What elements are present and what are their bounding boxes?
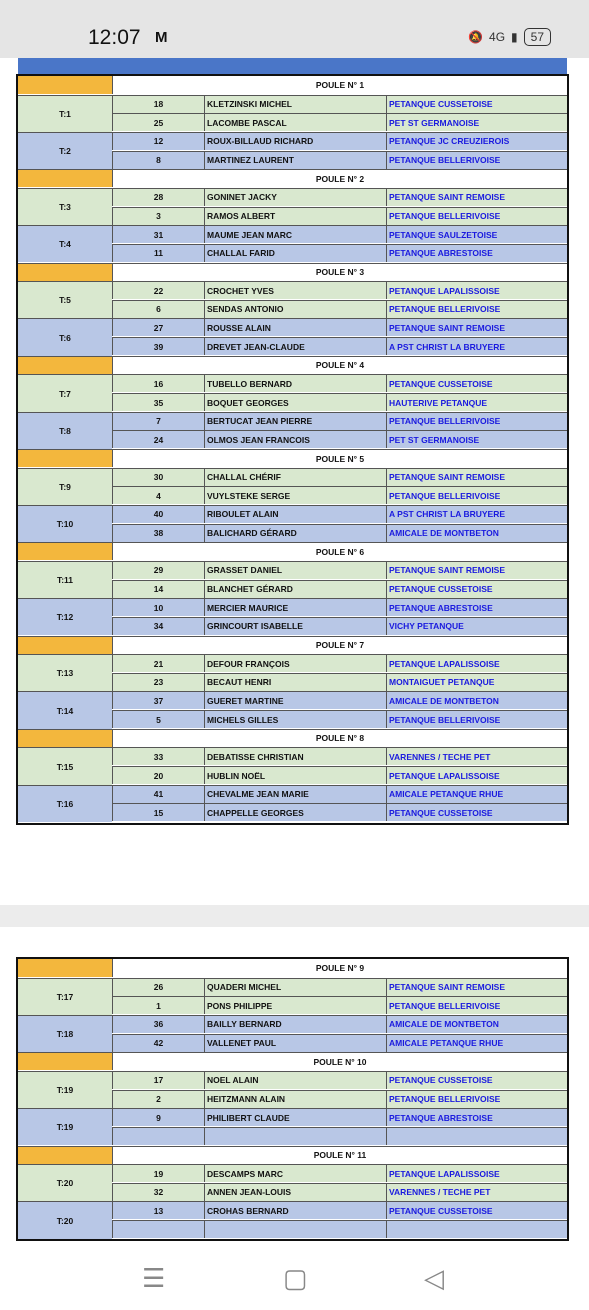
player-club: PETANQUE SAINT REMOISE — [386, 469, 567, 486]
player-club: VICHY PETANQUE — [386, 618, 567, 635]
player-name: RAMOS ALBERT — [204, 208, 386, 225]
player-number: 39 — [112, 338, 204, 355]
player-club: PETANQUE LAPALISSOISE — [386, 1165, 567, 1182]
poule-header-row — [18, 169, 567, 187]
player-number: 24 — [112, 431, 204, 448]
player-club: PETANQUE BELLERIVOISE — [386, 301, 567, 318]
player-name: HEITZMANN ALAIN — [204, 1091, 386, 1108]
team-label: T:1 — [18, 95, 112, 132]
player-number: 32 — [112, 1184, 204, 1201]
menu-icon[interactable]: ☰ — [142, 1263, 166, 1293]
team-label: T:3 — [18, 188, 112, 225]
player-number: 17 — [112, 1072, 204, 1089]
player-number: 2 — [112, 1091, 204, 1108]
player-club: PETANQUE ABRESTOISE — [386, 599, 567, 616]
player-number: 9 — [112, 1109, 204, 1126]
player-name: MAUME JEAN MARC — [204, 226, 386, 243]
player-number: 14 — [112, 581, 204, 598]
player-name: ANNEN JEAN-LOUIS — [204, 1184, 386, 1201]
player-number: 35 — [112, 394, 204, 411]
poule-title: POULE N° 3 — [112, 264, 567, 281]
player-name: BERTUCAT JEAN PIERRE — [204, 413, 386, 430]
poule-title: POULE N° 6 — [112, 543, 567, 560]
player-number: 16 — [112, 375, 204, 392]
player-number: 18 — [112, 96, 204, 113]
player-club: PETANQUE CUSSETOISE — [386, 1202, 567, 1219]
player-name: MICHELS GILLES — [204, 711, 386, 728]
team-label: T:5 — [18, 281, 112, 318]
poule-header-row — [18, 1052, 567, 1070]
poule-marker — [18, 730, 112, 747]
player-number: 40 — [112, 506, 204, 523]
poule-marker — [18, 450, 112, 467]
carrier-icon: M — [155, 29, 168, 46]
player-number: 31 — [112, 226, 204, 243]
player-name: CHEVALME JEAN MARIE — [204, 786, 386, 803]
team-label: T:20 — [18, 1201, 112, 1238]
player-name: PHILIBERT CLAUDE — [204, 1109, 386, 1126]
team-label: T:15 — [18, 747, 112, 784]
player-number: 21 — [112, 655, 204, 672]
player-number: 12 — [112, 133, 204, 150]
player-name: DESCAMPS MARC — [204, 1165, 386, 1182]
player-club: PETANQUE BELLERIVOISE — [386, 413, 567, 430]
player-club: PETANQUE SAINT REMOISE — [386, 189, 567, 206]
player-number: 23 — [112, 674, 204, 691]
player-number: 3 — [112, 208, 204, 225]
player-club: AMICALE DE MONTBETON — [386, 525, 567, 542]
team-label: T:8 — [18, 412, 112, 449]
status-bar — [0, 0, 589, 58]
poule-marker — [18, 1147, 112, 1164]
poule-marker — [18, 264, 112, 281]
player-club: PETANQUE BELLERIVOISE — [386, 997, 567, 1014]
team-label: T:12 — [18, 598, 112, 635]
nav-bar — [0, 1245, 589, 1310]
player-number: 20 — [112, 767, 204, 784]
player-name: CROCHET YVES — [204, 282, 386, 299]
player-name: NOEL ALAIN — [204, 1072, 386, 1089]
poule-header-row — [18, 959, 567, 977]
player-number: 36 — [112, 1016, 204, 1033]
player-number: 28 — [112, 189, 204, 206]
poule-table-2 — [16, 957, 569, 1241]
player-club: PETANQUE CUSSETOISE — [386, 581, 567, 598]
player-number: 13 — [112, 1202, 204, 1219]
player-club: PETANQUE LAPALISSOISE — [386, 767, 567, 784]
status-icons — [468, 28, 551, 46]
player-club: AMICALE PETANQUE RHUE — [386, 1035, 567, 1052]
player-number: 42 — [112, 1035, 204, 1052]
sheet-header-strip — [18, 58, 567, 75]
poule-header-row — [18, 76, 567, 94]
player-name: QUADERI MICHEL — [204, 979, 386, 996]
player-name: BLANCHET GÉRARD — [204, 581, 386, 598]
player-name: BOQUET GEORGES — [204, 394, 386, 411]
poule-header-row — [18, 1146, 567, 1164]
team-label: T:10 — [18, 505, 112, 542]
player-name: GRASSET DANIEL — [204, 562, 386, 579]
poule-title: POULE N° 11 — [112, 1147, 567, 1164]
mute-icon: 🔕 — [468, 30, 484, 44]
poule-marker — [18, 637, 112, 654]
team-label: T:4 — [18, 225, 112, 262]
team-label: T:20 — [18, 1164, 112, 1201]
player-club: PETANQUE SAINT REMOISE — [386, 979, 567, 996]
player-club: HAUTERIVE PETANQUE — [386, 394, 567, 411]
player-name: GONINET JACKY — [204, 189, 386, 206]
poule-marker — [18, 1053, 112, 1070]
player-name: ROUSSE ALAIN — [204, 319, 386, 336]
team-label: T:14 — [18, 691, 112, 728]
team-label: T:9 — [18, 468, 112, 505]
team-label: T:19 — [18, 1108, 112, 1145]
player-number: 6 — [112, 301, 204, 318]
player-number: 1 — [112, 997, 204, 1014]
poule-table-1 — [16, 74, 569, 825]
player-name: MARTINEZ LAURENT — [204, 152, 386, 169]
player-name: DREVET JEAN-CLAUDE — [204, 338, 386, 355]
player-name: SENDAS ANTONIO — [204, 301, 386, 318]
player-name: KLETZINSKI MICHEL — [204, 96, 386, 113]
team-label: T:2 — [18, 132, 112, 169]
status-time: 12:07 — [88, 26, 141, 49]
player-number: 27 — [112, 319, 204, 336]
player-name: GRINCOURT ISABELLE — [204, 618, 386, 635]
player-name: BECAUT HENRI — [204, 674, 386, 691]
player-club: PETANQUE CUSSETOISE — [386, 1072, 567, 1089]
player-name: CROHAS BERNARD — [204, 1202, 386, 1219]
team-label: T:11 — [18, 561, 112, 598]
battery-icon: 57 — [524, 28, 551, 46]
signal-icon: 4G — [489, 30, 506, 44]
player-number: 19 — [112, 1165, 204, 1182]
poule-title: POULE N° 9 — [112, 959, 567, 977]
player-name: VUYLSTEKE SERGE — [204, 487, 386, 504]
player-number: 8 — [112, 152, 204, 169]
player-club: MONTAIGUET PETANQUE — [386, 674, 567, 691]
poule-title: POULE N° 5 — [112, 450, 567, 467]
player-club: AMICALE PETANQUE RHUE — [386, 786, 567, 803]
team-label: T:18 — [18, 1015, 112, 1052]
poule-header-row — [18, 729, 567, 747]
player-club: PETANQUE LAPALISSOISE — [386, 655, 567, 672]
player-name: DEFOUR FRANÇOIS — [204, 655, 386, 672]
player-club — [386, 1128, 567, 1145]
poule-header-row — [18, 542, 567, 560]
player-number: 26 — [112, 979, 204, 996]
player-number: 11 — [112, 245, 204, 262]
player-club: PETANQUE BELLERIVOISE — [386, 208, 567, 225]
player-name: BALICHARD GÉRARD — [204, 525, 386, 542]
poule-header-row — [18, 356, 567, 374]
team-label: T:17 — [18, 978, 112, 1015]
page-divider — [0, 905, 589, 927]
signal-bars-icon: ▮ — [511, 30, 518, 44]
poule-header-row — [18, 263, 567, 281]
player-number: 38 — [112, 525, 204, 542]
team-label: T:6 — [18, 318, 112, 355]
player-number: 5 — [112, 711, 204, 728]
poule-title: POULE N° 2 — [112, 170, 567, 187]
player-number: 7 — [112, 413, 204, 430]
player-club: A PST CHRIST LA BRUYERE — [386, 338, 567, 355]
player-number: 33 — [112, 748, 204, 765]
player-name: HUBLIN NOËL — [204, 767, 386, 784]
player-number: 10 — [112, 599, 204, 616]
player-club: PETANQUE LAPALISSOISE — [386, 282, 567, 299]
player-club: PETANQUE SAINT REMOISE — [386, 319, 567, 336]
player-name: ROUX-BILLAUD RICHARD — [204, 133, 386, 150]
player-club: PET ST GERMANOISE — [386, 431, 567, 448]
player-number — [112, 1128, 204, 1145]
player-name: TUBELLO BERNARD — [204, 375, 386, 392]
poule-marker — [18, 170, 112, 187]
poule-marker — [18, 76, 112, 94]
player-name: CHAPPELLE GEORGES — [204, 804, 386, 821]
team-label: T:16 — [18, 785, 112, 822]
player-club: PETANQUE CUSSETOISE — [386, 96, 567, 113]
poule-title: POULE N° 4 — [112, 357, 567, 374]
player-number: 37 — [112, 692, 204, 709]
team-label: T:13 — [18, 654, 112, 691]
player-club: VARENNES / TECHE PET — [386, 748, 567, 765]
player-number: 29 — [112, 562, 204, 579]
player-club: PETANQUE JC CREUZIEROIS — [386, 133, 567, 150]
player-club: PETANQUE SAINT REMOISE — [386, 562, 567, 579]
team-label: T:19 — [18, 1071, 112, 1108]
player-number: 4 — [112, 487, 204, 504]
player-name: LACOMBE PASCAL — [204, 114, 386, 131]
player-name: CHALLAL FARID — [204, 245, 386, 262]
player-club: PETANQUE CUSSETOISE — [386, 804, 567, 821]
poule-marker — [18, 543, 112, 560]
poule-header-row — [18, 636, 567, 654]
player-club: PETANQUE BELLERIVOISE — [386, 1091, 567, 1108]
team-label: T:7 — [18, 374, 112, 411]
player-name: GUERET MARTINE — [204, 692, 386, 709]
home-icon[interactable]: ▢ — [283, 1263, 308, 1293]
poule-header-row — [18, 449, 567, 467]
player-name: MERCIER MAURICE — [204, 599, 386, 616]
player-club — [386, 1221, 567, 1238]
player-club: PETANQUE BELLERIVOISE — [386, 711, 567, 728]
back-icon[interactable]: ◁ — [424, 1263, 444, 1293]
player-name — [204, 1128, 386, 1145]
player-club: PETANQUE CUSSETOISE — [386, 375, 567, 392]
player-name: OLMOS JEAN FRANCOIS — [204, 431, 386, 448]
player-name: DEBATISSE CHRISTIAN — [204, 748, 386, 765]
player-club: PETANQUE ABRESTOISE — [386, 245, 567, 262]
player-club: VARENNES / TECHE PET — [386, 1184, 567, 1201]
poule-marker — [18, 959, 112, 977]
player-number: 34 — [112, 618, 204, 635]
player-name: CHALLAL CHÉRIF — [204, 469, 386, 486]
poule-title: POULE N° 8 — [112, 730, 567, 747]
player-club: PETANQUE SAULZETOISE — [386, 226, 567, 243]
poule-title: POULE N° 7 — [112, 637, 567, 654]
player-number: 22 — [112, 282, 204, 299]
player-name: RIBOULET ALAIN — [204, 506, 386, 523]
player-number: 30 — [112, 469, 204, 486]
player-club: PETANQUE BELLERIVOISE — [386, 487, 567, 504]
poule-title: POULE N° 1 — [112, 76, 567, 94]
player-club: PETANQUE BELLERIVOISE — [386, 152, 567, 169]
poule-title: POULE N° 10 — [112, 1053, 567, 1070]
player-club: A PST CHRIST LA BRUYERE — [386, 506, 567, 523]
player-number: 25 — [112, 114, 204, 131]
player-club: PET ST GERMANOISE — [386, 114, 567, 131]
player-club: AMICALE DE MONTBETON — [386, 1016, 567, 1033]
player-number: 15 — [112, 804, 204, 821]
player-club: AMICALE DE MONTBETON — [386, 692, 567, 709]
player-name: VALLENET PAUL — [204, 1035, 386, 1052]
player-club: PETANQUE ABRESTOISE — [386, 1109, 567, 1126]
player-name — [204, 1221, 386, 1238]
player-number — [112, 1221, 204, 1238]
player-name: PONS PHILIPPE — [204, 997, 386, 1014]
player-number: 41 — [112, 786, 204, 803]
player-name: BAILLY BERNARD — [204, 1016, 386, 1033]
poule-marker — [18, 357, 112, 374]
